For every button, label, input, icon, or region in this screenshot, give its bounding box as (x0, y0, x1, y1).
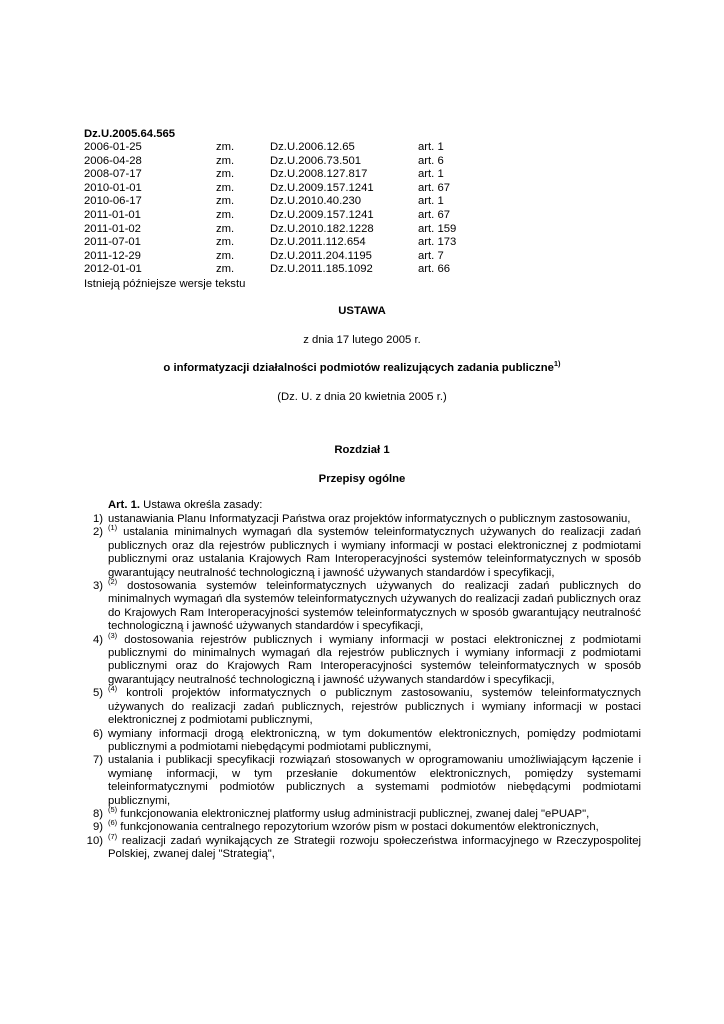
amendment-art: art. 1 (418, 141, 444, 153)
item-footnote: (4) (108, 684, 118, 694)
item-text: funkcjonowania centralnego repozytorium wzorów pism w postaci dokumentów elektronicznych, (117, 821, 599, 834)
amendment-art: art. 67 (418, 181, 451, 194)
list-item (84, 728, 641, 755)
amendment-art: art. 67 (418, 208, 451, 221)
amendment-ref: Dz.U.2009.157.1241 (270, 208, 374, 221)
amendment-art: art. 173 (418, 236, 457, 249)
list-item (84, 818, 641, 834)
list-item (84, 513, 641, 526)
item-number: 9) (92, 821, 103, 834)
amendment-art: art. 159 (418, 222, 457, 235)
item-number: 8) (92, 807, 103, 820)
amendment-ref: Dz.U.2011.112.654 (270, 236, 366, 249)
act-title-footnote: 1) (553, 359, 561, 368)
amendment-art: art. 1 (418, 168, 444, 181)
amendment-ref: Dz.U.2006.73.501 (270, 154, 362, 167)
item-text: kontroli projektów informatycznych o publicznym zastosowaniu, systemów teleinformatycznych używanych do realizacji zadań publicznych, rejestrów publicznych i wymiany informacji w postaci elektronicznej z podmiotami publicznymi, (108, 687, 641, 727)
item-footnote: (7) (108, 831, 118, 841)
item-number: 3) (92, 580, 103, 593)
act-date: z dnia 17 lutego 2005 r. (303, 334, 421, 346)
item-number: 5) (92, 687, 103, 700)
article-label: Art. 1. (108, 499, 141, 511)
item-number: 1) (92, 513, 103, 525)
item-number: 10) (86, 834, 103, 847)
item-number: 4) (92, 633, 103, 646)
amendment-date: 2006-04-28 (84, 154, 142, 167)
chapter-title: Przepisy ogólne (318, 473, 406, 485)
item-number: 2) (92, 526, 103, 539)
amendment-type: zm. (216, 168, 235, 181)
amendment-type: zm. (216, 208, 235, 221)
journal-reference: Dz.U.2005.64.565 (84, 128, 176, 140)
article-intro (108, 498, 262, 512)
item-footnote: (6) (108, 818, 118, 828)
amendment-art: art. 7 (418, 249, 444, 262)
list-item (84, 630, 641, 688)
article-intro-text: Ustawa określa zasady: (140, 499, 263, 511)
amendment-type: zm. (216, 249, 235, 262)
amendment-date: 2011-07-01 (84, 236, 141, 249)
amendment-date: 2006-01-25 (84, 141, 142, 153)
amendment-type: zm. (216, 154, 235, 167)
amendment-ref: Dz.U.2011.185.1092 (270, 263, 373, 276)
amendment-ref: Dz.U.2008.127.817 (270, 168, 368, 181)
item-footnote: (3) (108, 630, 118, 640)
amendment-ref: Dz.U.2010.40.230 (270, 195, 362, 208)
article-items (84, 513, 641, 862)
amendment-art: art. 66 (418, 263, 451, 276)
amendment-type: zm. (216, 141, 235, 153)
act-title (84, 361, 640, 375)
list-item (84, 804, 641, 821)
item-text: wymiany informacji drogą elektroniczną, w tym dokumentów elektronicznych, pomiędzy podmiotami publicznymi a podmiotami niebędącymi podmiotami publicznymi, (108, 727, 641, 753)
item-text: ustanawiania Planu Informatyzacji Państwa oraz projektów informatycznych o publicznym zastosowaniu, (108, 513, 631, 525)
item-footnote: (5) (108, 804, 118, 814)
item-number: 7) (92, 754, 103, 767)
amendment-ref: Dz.U.2006.12.65 (270, 141, 355, 153)
amendment-date: 2012-01-01 (84, 263, 142, 276)
act-type: USTAWA (338, 305, 386, 317)
item-text: ustalania i publikacji specyfikacji rozwiązań stosowanych w oprogramowaniu umożliwiającym łączenie i wymianę informacji, w tym przesłanie dokumentów elektronicznych, pomiędzy systemami teleinformatycznymi podmiotów publicznych a systemami podmiotów niebędącymi podmiotami publicznymi, (108, 754, 641, 807)
amendment-date: 2010-06-17 (84, 195, 142, 208)
item-text: ustalania minimalnych wymagań dla systemów teleinformatycznych używanych do realizacji zadań publicznych oraz dla rejestrów publicznych i wymiany informacji w postaci elektronicznej z podmiotami publicznymi oraz ustalania Krajowych Ram Interoperacyjności systemów teleinformatycznych w sposób gwarantujący neutralność technologiczną i jawność używanych standardów i specyfikacji, (108, 526, 641, 579)
amendment-date: 2008-07-17 (84, 168, 142, 181)
chapter-heading: Rozdział 1 (334, 444, 390, 456)
amendment-art: art. 1 (418, 195, 444, 208)
amendment-date: 2011-01-02 (84, 222, 141, 235)
item-text: realizacji zadań wynikających ze Strategii rozwoju społeczeństwa informacyjnego w Rzeczypospolitej Polskiej, zwanej dalej "Strategią", (108, 834, 641, 861)
list-item (84, 831, 641, 862)
later-versions-note: Istnieją późniejsze wersje tekstu (84, 278, 246, 290)
item-footnote: (2) (108, 577, 118, 587)
list-item (84, 684, 641, 727)
list-item (84, 577, 641, 634)
list-item (84, 754, 641, 808)
item-text: dostosowania systemów teleinformatycznych używanych do realizacji zadań publicznych do minimalnych wymagań dla systemów teleinformatycznych używanych do realizacji zadań publicznych oraz do Krajowych Ram Interoperacyjności systemów teleinformatycznych w sposób gwarantujący neutralność technologiczną i jawność używanych standardów i specyfikacji, (108, 580, 641, 633)
amendment-art: art. 6 (418, 154, 444, 167)
amendment-date: 2010-01-01 (84, 181, 142, 194)
amendment-date: 2011-01-01 (84, 208, 141, 221)
amendment-ref: Dz.U.2010.182.1228 (270, 222, 374, 235)
amendment-ref: Dz.U.2011.204.1195 (270, 249, 372, 262)
act-title-text: o informatyzacji działalności podmiotów realizujących zadania publiczne (163, 362, 554, 374)
item-text: funkcjonowania elektronicznej platformy usług administracji publicznej, zwanej dalej "ePUAP", (117, 807, 590, 820)
item-footnote: (1) (108, 523, 118, 533)
amendment-date: 2011-12-29 (84, 249, 141, 262)
amendment-type: zm. (216, 195, 235, 208)
list-item (84, 523, 641, 580)
item-number: 6) (92, 727, 103, 740)
item-text: dostosowania rejestrów publicznych i wymiany informacji w postaci elektronicznej z podmiotami publicznymi do minimalnych wymagań dla rejestrów publicznych i wymiany informacji z podmiotami publicznymi oraz do Krajowych Ram Interoperacyjności systemów teleinformatycznych w sposób gwarantujący neutralność technologiczną i jawność używanych standardów i specyfikacji, (108, 633, 641, 686)
publication-info: (Dz. U. z dnia 20 kwietnia 2005 r.) (277, 391, 447, 403)
amendment-type: zm. (216, 181, 235, 194)
amendment-type: zm. (216, 263, 235, 276)
amendment-ref: Dz.U.2009.157.1241 (270, 181, 374, 194)
amendment-type: zm. (216, 236, 235, 249)
amendment-type: zm. (216, 222, 235, 235)
